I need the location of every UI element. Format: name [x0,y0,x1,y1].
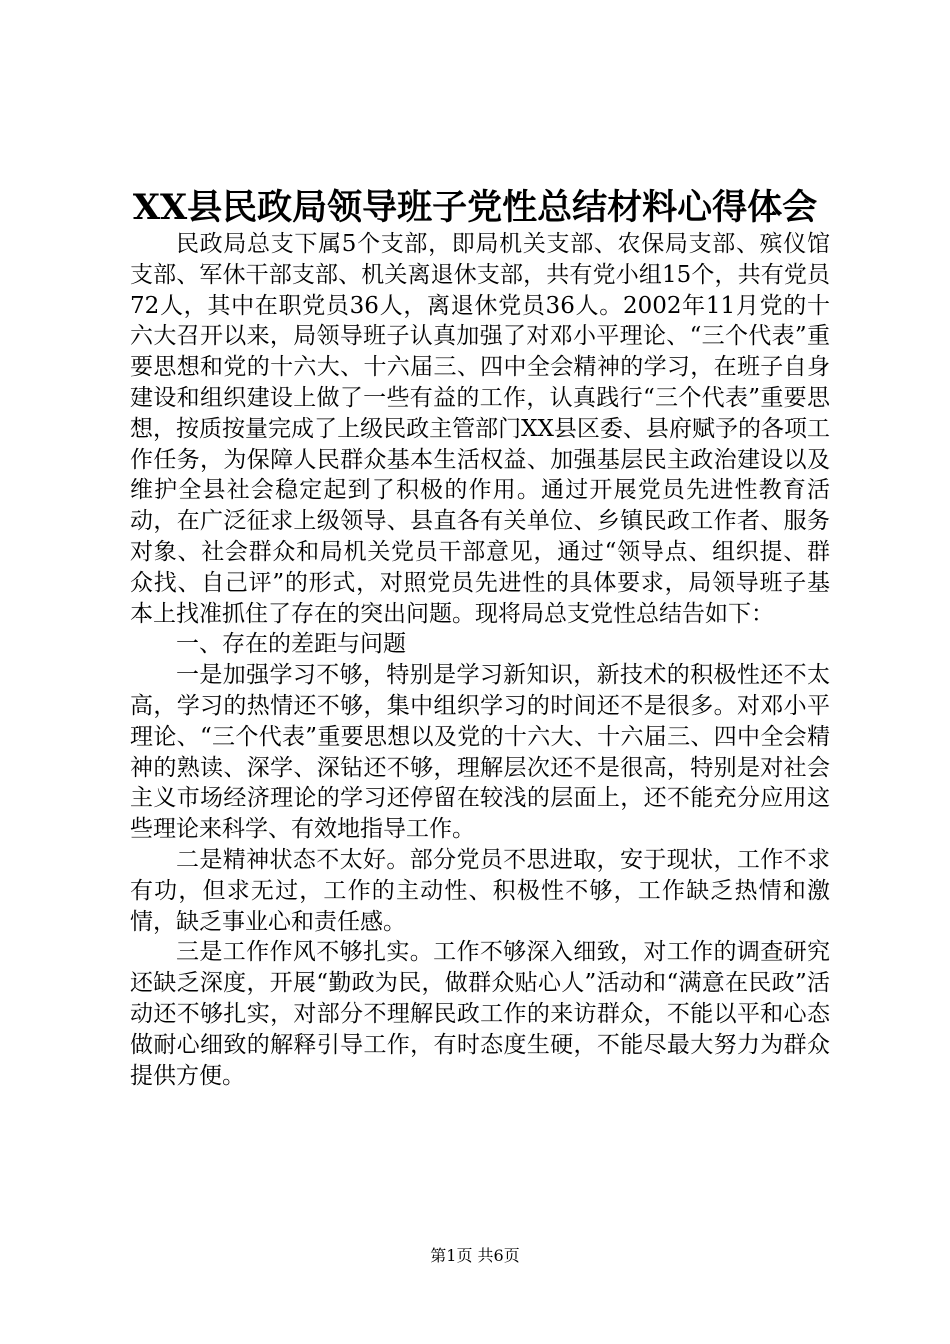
problem-paragraph-1: 一是加强学习不够，特别是学习新知识，新技术的积极性还不太高，学习的热情还不够，集中组织学习的时间还不是很多。对邓小平理论、“三个代表”重要思想以及党的十六大、十六届三、四中全会精神的熟读、深学、深钻还不够，理解层次还不是很高，特别是对社会主义市场经济理论的学习还停留在较浅的层面上，还不能充分应用这些理论来科学、有效地指导工作。 [130,662,830,843]
problem-paragraph-3: 三是工作作风不够扎实。工作不够深入细致，对工作的调查研究还缺乏深度，开展“勤政为民，做群众贴心人”活动和“满意在民政”活动还不够扎实，对部分不理解民政工作的来访群众，不能以平和心态做耐心细致的解释引导工作，有时态度生硬，不能尽最大努力为群众提供方便。 [130,939,830,1089]
document-body [130,229,830,1091]
problem-paragraph-2: 二是精神状态不太好。部分党员不思进取，安于现状，工作不求有功，但求无过，工作的主动性、积极性不够，工作缺乏热情和激情，缺乏事业心和责任感。 [130,846,830,935]
intro-paragraph: 民政局总支下属5个支部，即局机关支部、农保局支部、殡仪馆支部、军休干部支部、机关离退休支部，共有党小组15个，共有党员72人，其中在职党员36人，离退休党员36人。2002年11月党的十六大召开以来，局领导班子认真加强了对邓小平理论、“三个代表”重要思想和党的十六大、十六届三、四中全会精神的学习，在班子自身建设和组织建设上做了一些有益的工作，认真践行“三个代表”重要思想，按质按量完成了上级民政主管部门XX县区委、县府赋予的各项工作任务，为保障人民群众基本生活权益、加强基层民主政治建设以及维护全县社会稳定起到了积极的作用。通过开展党员先进性教育活动，在广泛征求上级领导、县直各有关单位、乡镇民政工作者、服务对象、社会群众和局机关党员干部意见，通过“领导点、组织提、群众找、自己评”的形式，对照党员先进性的具体要求，局领导班子基本上找准抓住了存在的突出问题。现将局总支党性总结告如下： [130,231,830,627]
section-heading: 一、存在的差距与问题 [176,631,406,658]
page-footer: 第1页 共6页 [430,1246,520,1265]
document-title: XX县民政局领导班子党性总结材料心得体会 [132,187,818,228]
